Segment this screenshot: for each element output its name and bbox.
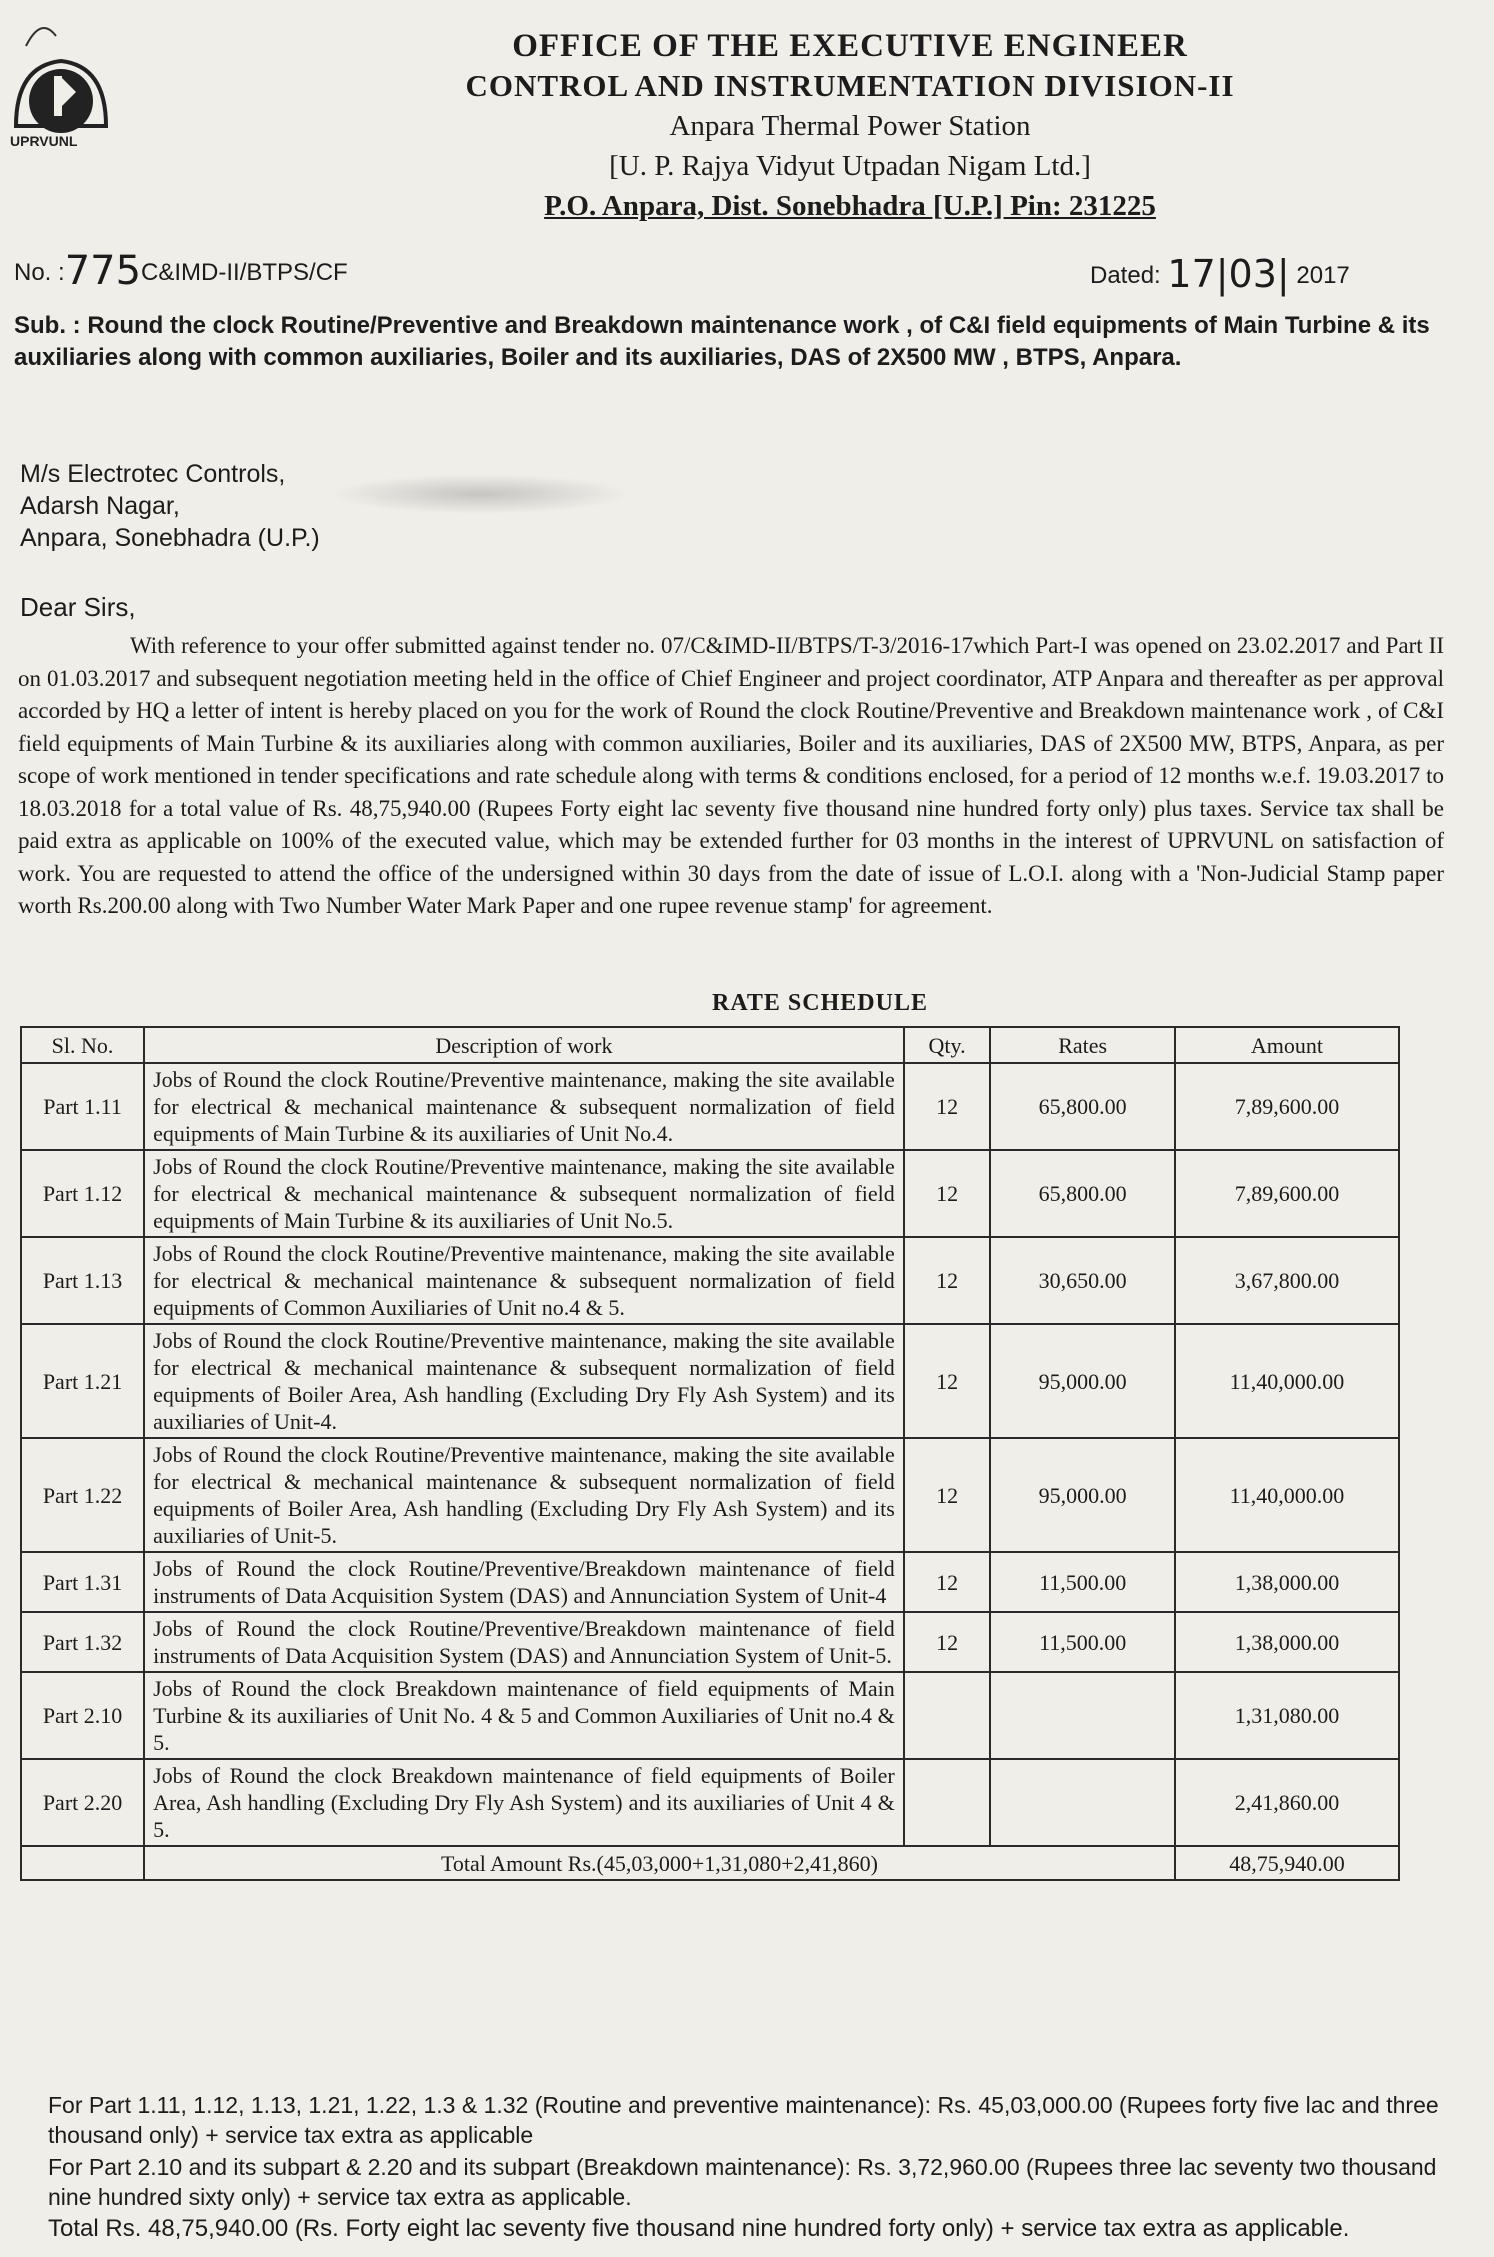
row-rate: 11,500.00 <box>990 1612 1175 1672</box>
uprvunl-logo <box>6 6 116 156</box>
row-rate: 11,500.00 <box>990 1552 1175 1612</box>
letter-date <box>1090 252 1350 296</box>
row-qty: 12 <box>904 1150 991 1237</box>
row-qty <box>904 1759 991 1846</box>
subject-line: Sub. : Round the clock Routine/Preventive and Breakdown maintenance work , of C&I field equipments of Main Turbine & its auxiliaries along with common auxiliaries, Boiler and its auxiliaries, DAS of 2X500 MW , BTPS, Anpara. <box>14 312 1430 371</box>
total-row <box>21 1846 1399 1880</box>
rate-schedule-title: RATE SCHEDULE <box>712 990 928 1016</box>
total-amount: 48,75,940.00 <box>1175 1846 1399 1880</box>
row-rate: 65,800.00 <box>990 1150 1175 1237</box>
row-description: Jobs of Round the clock Routine/Preventive maintenance, making the site available for electrical & mechanical maintenance & subsequent normalization of field equipments of Boiler Area, Ash handling (Excluding Dry Fly Ash System) and its auxiliaries of Unit-5. <box>144 1438 904 1552</box>
row-sl-no: Part 1.12 <box>21 1150 144 1237</box>
row-amount: 1,38,000.00 <box>1175 1612 1399 1672</box>
table-row <box>21 1237 1399 1324</box>
company-name: [U. P. Rajya Vidyut Utpadan Nigam Ltd.] <box>609 150 1091 182</box>
row-rate: 65,800.00 <box>990 1063 1175 1150</box>
row-rate: 95,000.00 <box>990 1324 1175 1438</box>
table-row <box>21 1324 1399 1438</box>
dated-handwritten: 17|03| <box>1167 252 1290 296</box>
summary-part2: For Part 2.10 and its subpart & 2.20 and its subpart (Breakdown maintenance): Rs. 3,72,960.00 (Rupees three lac seventy two thousand nine hundred sixty only) + service tax extra as applicable. <box>48 2154 1437 2210</box>
table-row <box>21 1759 1399 1846</box>
header-rates: Rates <box>990 1027 1175 1063</box>
row-sl-no: Part 1.13 <box>21 1237 144 1324</box>
station-name: Anpara Thermal Power Station <box>669 110 1031 142</box>
row-rate <box>990 1759 1175 1846</box>
row-rate: 95,000.00 <box>990 1438 1175 1552</box>
letterhead <box>360 26 1340 226</box>
no-handwritten: 775 <box>64 248 142 294</box>
no-label: No. : <box>14 259 65 286</box>
rate-schedule-table <box>20 1026 1400 1881</box>
row-amount: 11,40,000.00 <box>1175 1438 1399 1552</box>
row-sl-no: Part 1.32 <box>21 1612 144 1672</box>
row-description: Jobs of Round the clock Breakdown maintenance of field equipments of Main Turbine & its auxiliaries of Unit No. 4 & 5 and Common Auxiliaries of Unit no.4 & 5. <box>144 1672 904 1759</box>
row-amount: 7,89,600.00 <box>1175 1150 1399 1237</box>
header-qty: Qty. <box>904 1027 991 1063</box>
addressee-line-1: M/s Electrotec Controls, <box>20 460 286 488</box>
dated-year: 2017 <box>1296 262 1350 289</box>
row-description: Jobs of Round the clock Routine/Preventive/Breakdown maintenance of field instruments of Data Acquisition System (DAS) and Annunciation System of Unit-4 <box>144 1552 904 1612</box>
reference-line <box>14 236 1374 296</box>
row-description: Jobs of Round the clock Routine/Preventive/Breakdown maintenance of field instruments of Data Acquisition System (DAS) and Annunciation System of Unit-5. <box>144 1612 904 1672</box>
row-sl-no: Part 2.10 <box>21 1672 144 1759</box>
row-description: Jobs of Round the clock Breakdown maintenance of field equipments of Boiler Area, Ash handling (Excluding Dry Fly Ash System) and its auxiliaries of Unit 4 & 5. <box>144 1759 904 1846</box>
table-header-row <box>21 1027 1399 1063</box>
letter-number <box>14 248 348 294</box>
division-title: CONTROL AND INSTRUMENTATION DIVISION-II <box>465 68 1235 103</box>
table-row <box>21 1063 1399 1150</box>
summary-total: Total Rs. 48,75,940.00 (Rs. Forty eight lac seventy five thousand nine hundred forty only) + service tax extra as applicable. <box>48 2215 1350 2242</box>
header-amount: Amount <box>1175 1027 1399 1063</box>
table-row <box>21 1438 1399 1552</box>
row-qty: 12 <box>904 1438 991 1552</box>
office-title: OFFICE OF THE EXECUTIVE ENGINEER <box>512 28 1188 64</box>
row-sl-no: Part 1.31 <box>21 1552 144 1612</box>
row-sl-no: Part 1.11 <box>21 1063 144 1150</box>
row-amount: 1,31,080.00 <box>1175 1672 1399 1759</box>
row-amount: 11,40,000.00 <box>1175 1324 1399 1438</box>
table-row <box>21 1552 1399 1612</box>
row-sl-no: Part 1.21 <box>21 1324 144 1438</box>
row-amount: 3,67,800.00 <box>1175 1237 1399 1324</box>
row-qty: 12 <box>904 1612 991 1672</box>
table-row <box>21 1150 1399 1237</box>
logo-text: UPRVUNL <box>10 133 78 149</box>
dated-label: Dated: <box>1090 262 1161 289</box>
row-sl-no: Part 1.22 <box>21 1438 144 1552</box>
salutation: Dear Sirs, <box>20 592 136 622</box>
ink-smudge <box>330 474 630 514</box>
row-qty <box>904 1672 991 1759</box>
addressee-line-3: Anpara, Sonebhadra (U.P.) <box>20 524 320 552</box>
no-suffix: C&IMD-II/BTPS/CF <box>141 259 348 286</box>
table-row <box>21 1612 1399 1672</box>
row-qty: 12 <box>904 1237 991 1324</box>
header-description: Description of work <box>144 1027 904 1063</box>
row-description: Jobs of Round the clock Routine/Preventive maintenance, making the site available for electrical & mechanical maintenance & subsequent normalization of field equipments of Boiler Area, Ash handling (Excluding Dry Fly Ash System) and its auxiliaries of Unit-4. <box>144 1324 904 1438</box>
row-qty: 12 <box>904 1552 991 1612</box>
row-description: Jobs of Round the clock Routine/Preventive maintenance, making the site available for electrical & mechanical maintenance & subsequent normalization of field equipments of Main Turbine & its auxiliaries of Unit No.4. <box>144 1063 904 1150</box>
row-description: Jobs of Round the clock Routine/Preventive maintenance, making the site available for electrical & mechanical maintenance & subsequent normalization of field equipments of Common Auxiliaries of Unit no.4 & 5. <box>144 1237 904 1324</box>
row-qty: 12 <box>904 1063 991 1150</box>
letter-body: With reference to your offer submitted against tender no. 07/C&IMD-II/BTPS/T-3/2016-17which Part-I was opened on 23.02.2017 and Part II on 01.03.2017 and subsequent negotiation meeting held in the office of Chief Engineer and project coordinator, ATP Anpara and thereafter as per approval accorded by HQ a letter of intent is hereby placed on you for the work of Round the clock Routine/Preventive and Breakdown maintenance work , of C&I field equipments of Main Turbine & its auxiliaries along with common auxiliaries, Boiler and its auxiliaries, DAS of 2X500 MW, BTPS, Anpara, as per scope of work mentioned in tender specifications and rate schedule along with terms & conditions enclosed, for a period of 12 months w.e.f. 19.03.2017 to 18.03.2018 for a total value of Rs. 48,75,940.00 (Rupees Forty eight lac seventy five thousand nine hundred forty only) plus taxes. Service tax shall be paid extra as applicable on 100% of the executed value, which may be extended further for 03 months in the interest of UPRVUNL on satisfaction of work. You are requested to attend the office of the undersigned within 30 days from the date of issue of L.O.I. along with a 'Non-Judicial Stamp paper worth Rs.200.00 along with Two Number Water Mark Paper and one rupee revenue stamp' for agreement. <box>18 633 1444 918</box>
header-sl-no: Sl. No. <box>21 1027 144 1063</box>
total-label: Total Amount Rs.(45,03,000+1,31,080+2,41,860) <box>144 1846 1175 1880</box>
office-address: P.O. Anpara, Dist. Sonebhadra [U.P.] Pin: 231225 <box>544 190 1156 222</box>
row-qty: 12 <box>904 1324 991 1438</box>
amount-summary <box>48 2090 1458 2246</box>
row-amount: 7,89,600.00 <box>1175 1063 1399 1150</box>
total-empty-cell <box>21 1846 144 1880</box>
summary-part1: For Part 1.11, 1.12, 1.13, 1.21, 1.22, 1.3 & 1.32 (Routine and preventive maintenance): Rs. 45,03,000.00 (Rupees forty five lac and three thousand only) + service tax extra as applicable <box>48 2092 1439 2148</box>
row-rate <box>990 1672 1175 1759</box>
row-description: Jobs of Round the clock Routine/Preventive maintenance, making the site available for electrical & mechanical maintenance & subsequent normalization of field equipments of Main Turbine & its auxiliaries of Unit No.5. <box>144 1150 904 1237</box>
row-sl-no: Part 2.20 <box>21 1759 144 1846</box>
row-rate: 30,650.00 <box>990 1237 1175 1324</box>
addressee-line-2: Adarsh Nagar, <box>20 492 180 520</box>
row-amount: 1,38,000.00 <box>1175 1552 1399 1612</box>
table-row <box>21 1672 1399 1759</box>
row-amount: 2,41,860.00 <box>1175 1759 1399 1846</box>
